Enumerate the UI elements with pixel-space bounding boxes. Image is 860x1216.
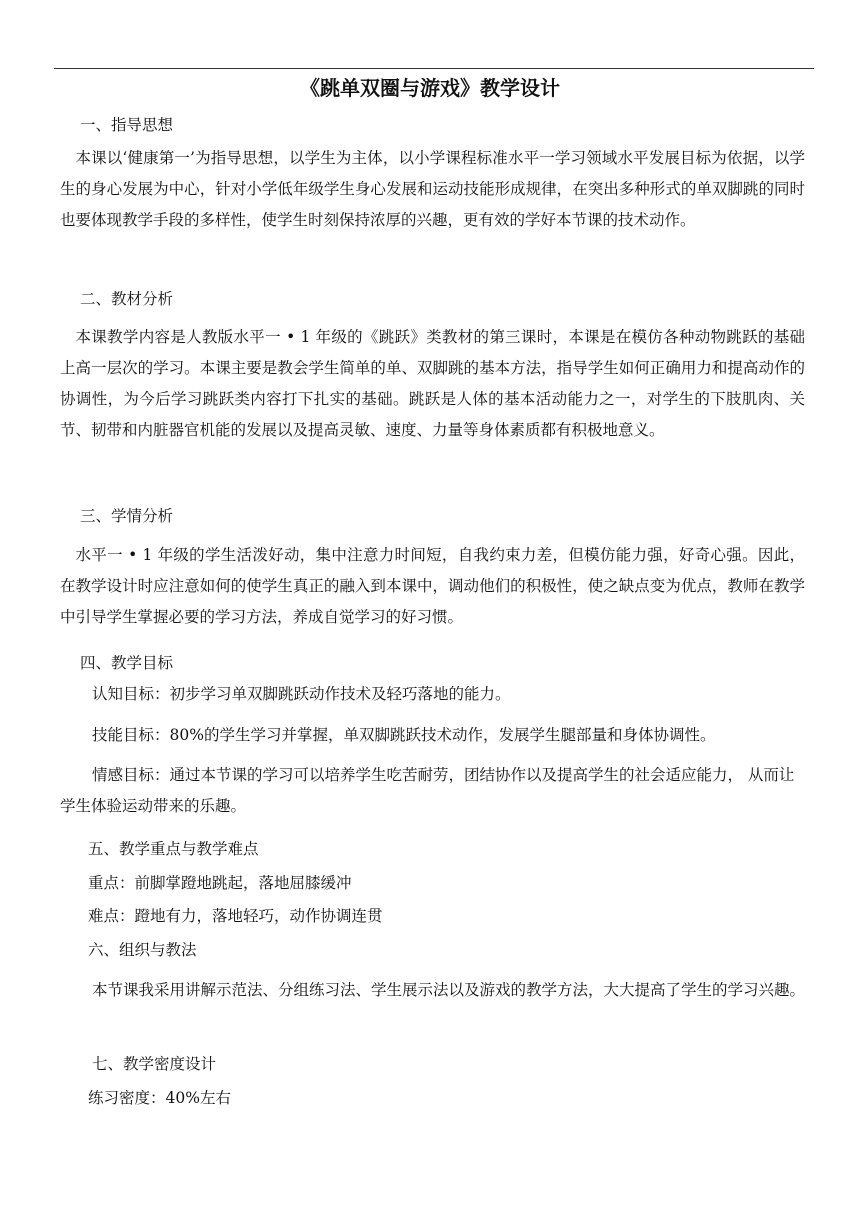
difficulty-point: 难点：蹬地有力，落地轻巧，动作协调连贯 <box>88 907 383 925</box>
practice-density: 练习密度：40%左右 <box>88 1089 231 1107</box>
goal-emotion: 情感目标：通过本节课的学习可以培养学生吃苦耐劳，团结协作以及提高学生的社会适应能力， 从而让学生体验运动带来的乐趣。 <box>60 766 795 815</box>
goal-skill: 技能目标：80%的学生学习并掌握，单双脚跳跃技术动作，发展学生腿部量和身体协调性。 <box>92 726 716 744</box>
paragraph-material-analysis: 本课教学内容是人教版水平一 • 1 年级的《跳跃》类教材的第三课时，本课是在模仿各种动物跳跃的基础上高一层次的学习。本课主要是教会学生简单的单、双脚跳的基本方法，指导学生如何正确用力和提高动作的协调性，为今后学习跳跃类内容打下扎实的基础。跳跃是人体的基本活动能力之一，对学生的下肢肌肉、关节、韧带和内脏器官机能的发展以及提高灵敏、速度、力量等身体素质都有积极地意义。 <box>60 328 805 439</box>
section-heading-guiding-idea: 一、指导思想 <box>80 116 174 134</box>
section-heading-teaching-goals: 四、教学目标 <box>80 654 174 672</box>
section-heading-density-design: 七、教学密度设计 <box>92 1055 217 1073</box>
section-heading-organization-method: 六、组织与教法 <box>88 941 197 959</box>
key-point: 重点：前脚掌蹬地跳起，落地屈膝缓冲 <box>88 874 352 892</box>
paragraph-guiding-idea: 本课以‘健康第一’为指导思想，以学生为主体，以小学课程标准水平一学习领域水平发展目标为依据，以学生的身心发展为中心，针对小学低年级学生身心发展和运动技能形成规律，在突出多种形式的单双脚跳的同时也要体现教学手段的多样性，使学生时刻保持浓厚的兴趣，更有效的学好本节课的技术动作。 <box>60 149 805 229</box>
section-heading-key-and-difficulty: 五、教学重点与教学难点 <box>88 840 259 858</box>
paragraph-learner-analysis: 水平一 • 1 年级的学生活泼好动，集中注意力时间短，自我约束力差，但模仿能力强，好奇心强。因此，在教学设计时应注意如何的使学生真正的融入到本课中，调动他们的积极性，使之缺点变为优点，教师在教学中引导学生掌握必要的学习方法，养成自觉学习的好习惯。 <box>60 546 805 626</box>
section-heading-material-analysis: 二、教材分析 <box>80 290 174 308</box>
goal-cognitive: 认知目标：初步学习单双脚跳跃动作技术及轻巧落地的能力。 <box>92 685 511 703</box>
paragraph-organization-method: 本节课我采用讲解示范法、分组练习法、学生展示法以及游戏的教学方法，大大提高了学生的学习兴趣。 <box>92 981 806 999</box>
header-rule <box>54 68 814 69</box>
document-title: 《跳单双圈与游戏》教学设计 <box>300 76 560 100</box>
section-heading-learner-analysis: 三、学情分析 <box>80 507 174 525</box>
